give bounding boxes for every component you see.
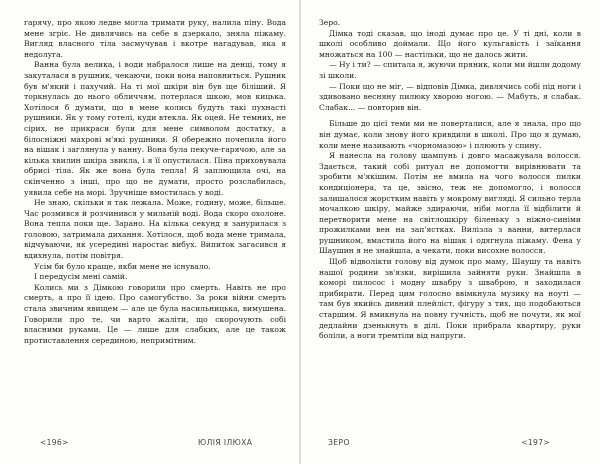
paragraph: — Ну і ти? — спитала я, жуючи пряник, коли ми йшли додому зі школи. (319, 60, 581, 80)
paragraph: Зеро. (319, 18, 341, 27)
running-head-author: ЮЛІЯ ІЛЮХА (198, 438, 253, 447)
paragraph: Дімка тоді сказав, що іноді думає про це. У ті дні, коли в школі особливо доймали. Що його кульгавість і заїкання множаться на 100 — настільки, що не далось жити. (319, 28, 581, 59)
running-head-title: ЗЕРО (328, 438, 350, 447)
paragraph: Не знаю, скільки я так лежала. Може, годину, може, більше. Час розмився й розчинився у мильній воді. Вода скоро охолоне. Вона тепла поки ще. Зарано. На кілька секунд я занурилася з головою, затримала дихання. Хотілося, щоб вода мене тримала, відчуваючи, як усередині наростає вибух. Випиток загасився я вдихнула, потім повітря. (24, 198, 286, 261)
left-page-footer (40, 437, 290, 449)
page-number: <196> (40, 438, 69, 447)
paragraph: Я нанесла на голову шампунь і довго масажувала волосся. Здається, такий собі ритуал не допомогти вирівнювати та зробити м'якішим. Потім не вмила на чого волосся пилки кондиціонера, та це, звісно, теж не допомогло, і волосся залишалося жорстким навіть у мокрому вигляді. Я сильно терла мочалкою шкіру, майже здираючи, ніби могла її відбілити й перетворити мене на світлошкіру біленьку з ніжно-синіми прожилками вен на зап'ястках. Вилізла з ванни, витерлася рушником, вмастила його на вішак і одягнула піжаму. Фена у Шаушин я не знайшла, а чекати, поки висохне волосся. (319, 151, 581, 256)
paragraph: Щоб відволікти голову від думок про маму, Шаушу та навіть нашої родини зв'язки, вирішила зайняти руки. Знайшла в коморі пилосос і модну швабру з шваброю, я заходилася прибирати. Перед цим голосно ввімкнула музику на ноуті — там був якийсь дивний плейліст, фігуру з тих, що подобаються старшим. Я вмикнула на повну гучність, щоб не почути, як мої дедлайни дзенькнуть в ділі. Поки прибрала квартиру, руки боліли, а ноги тремтіли від напруги. (319, 257, 581, 341)
paragraph: Ванна була велика, і води набралося лише на денці, тому я закуталася в рушник, чекаючи, поки вона наповниться. Рушник був м'який і пахучий. На ті мої шкіри він був ще біліший. Я торкнулась до нього обличчям, потерлася шкою, мов кицька. Хотілося б думати, що в мене колись будуть такі пухнасті рушники. Як у тому готелі, куди втекла. Як оцей. Не темних, не сірих, не прикраси були для мене символом достатку, а білосніжні махрові м'які рушники. Я обережно почепила його на вішак і заглянула у ванну. Вона була пекуче-гарячою, але за кілька хвилин шкіра звикла, і я її опустилася. Піна приховувала обрисі тіла. Як же вона була тепла! Я заплющила очі, на скінченно з інші, про що не думати, просто розслабилась, уявила себе на морі. Зручніше вмостилась у воді. (24, 60, 286, 197)
left-page (24, 18, 286, 438)
right-page-footer (312, 437, 562, 449)
paragraph: Колись ми з Дімкою говорили про смерть. Навіть не про смерть, а про її ідею. Про самогубство. За роки війни смерть стала звичним явищем — але це була насильницька, вимушена. Говорили про те, чи варто жаліти, що скорочують собі власними руками. Це — лише для слабких, але це також протиставлення серединою, непримітним. (24, 282, 286, 345)
right-page (319, 18, 581, 438)
paragraph: — Поки що не міг, — відповів Дімка, дивлячись собі під ноги і здивовано весняну пилюку хворою ногою. — Мабуть, я слабак. Слабак... — повторив він. (319, 81, 581, 112)
paragraph: гарячу, про якою ледве могла тримати руку, налила піну. Вода мене згріє. Не дивлячись на себе в дзеркало, зняла піжаму. Вигляд власного тіла засмучував і вкотре нагадував, яка я недолуга. (24, 18, 286, 59)
paragraph: Усім би було краще, якби мене не існувало. (34, 261, 211, 271)
book-gutter (299, 0, 301, 464)
paragraph: Більше до цієї теми ми не поверталися, але я знала, про що він думає, коли знову його кривдили в школі. Про що я думаю, коли мене називають «чорномазою» і плюють у спину. (319, 119, 581, 150)
paragraph: І передусім мені самій. (34, 272, 128, 282)
page-number: <197> (521, 438, 550, 447)
